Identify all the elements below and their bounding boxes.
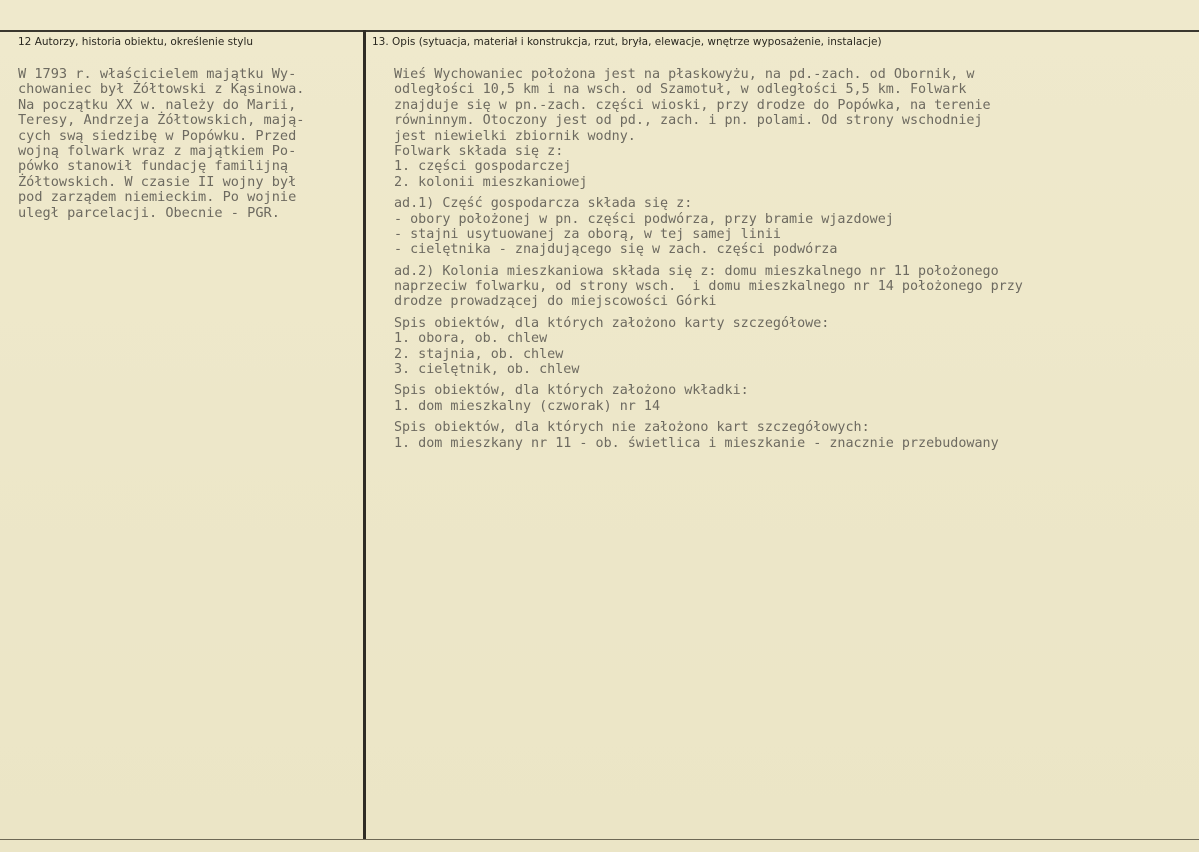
description-line: odległości 10,5 km i na wsch. od Szamotuł, w odległości 5,5 km. Folwark	[394, 82, 967, 98]
history-line: pówko stanowił fundację familijną	[18, 158, 289, 175]
history-line: Na początku XX w. należy do Marii,	[18, 96, 297, 113]
description-line: - obory położonej w pn. części podwórza, przy bramie wjazdowej	[394, 211, 894, 227]
history-line: Teresy, Andrzeja Żółtowskich, mają-	[18, 112, 305, 129]
header-rule	[0, 30, 1199, 32]
description-line: ad.1) Część gospodarcza składa się z:	[394, 196, 693, 212]
history-line: chowaniec był Żółtowski z Kąsinowa.	[18, 81, 305, 98]
description-line: drodze prowadzącej do miejscowości Górki	[394, 294, 717, 310]
description-text	[394, 67, 1023, 451]
history-text	[18, 67, 304, 221]
description-line: Folwark składa się z:	[394, 143, 564, 159]
description-line: 1. dom mieszkany nr 11 - ob. świetlica i mieszkanie - znacznie przebudowany	[394, 435, 999, 451]
column-divider	[363, 30, 366, 840]
description-line: 2. kolonii mieszkaniowej	[394, 174, 588, 190]
description-line: 1. części gospodarczej	[394, 159, 572, 175]
bottom-rule	[0, 839, 1199, 840]
section-12-heading: 12 Autorzy, historia obiektu, określenie stylu	[18, 36, 254, 48]
description-line: naprzeciw folwarku, od strony wsch. i domu mieszkalnego nr 14 położonego przy	[394, 279, 1023, 295]
history-line: uległ parcelacji. Obecnie - PGR.	[18, 204, 280, 221]
description-line: Spis obiektów, dla których założono wkładki:	[394, 383, 749, 399]
description-line: jest niewielki zbiornik wodny.	[394, 128, 636, 144]
description-line: równinnym. Otoczony jest od pd., zach. i pn. polami. Od strony wschodniej	[394, 113, 983, 129]
description-line: 2. stajnia, ob. chlew	[394, 346, 564, 362]
history-line: cych swą siedzibę w Popówku. Przed	[18, 127, 297, 144]
description-line: - stajni usytuowanej za oborą, w tej samej linii	[394, 226, 781, 242]
history-line: wojną folwark wraz z majątkiem Po-	[18, 142, 297, 159]
section-13-heading: 13. Opis (sytuacja, materiał i konstrukcja, rzut, bryła, elewacje, wnętrze wyposażenie, instalacje)	[372, 36, 882, 48]
description-line: Spis obiektów, dla których założono karty szczegółowe:	[394, 315, 830, 331]
history-line: pod zarządem niemieckim. Po wojnie	[18, 189, 297, 206]
description-line: znajduje się w pn.-zach. części wioski, przy drodze do Popówka, na terenie	[394, 97, 991, 113]
description-line: - cielętnika - znajdującego się w zach. części podwórza	[394, 242, 838, 258]
description-line: 3. cielętnik, ob. chlew	[394, 362, 580, 378]
description-line: Wieś Wychowaniec położona jest na płaskowyżu, na pd.-zach. od Obornik, w	[394, 67, 975, 82]
description-line: 1. obora, ob. chlew	[394, 331, 548, 347]
history-line: W 1793 r. właścicielem majątku Wy-	[18, 66, 297, 82]
description-line: ad.2) Kolonia mieszkaniowa składa się z: domu mieszkalnego nr 11 położonego	[394, 263, 999, 279]
description-line: Spis obiektów, dla których nie założono kart szczegółowych:	[394, 420, 870, 436]
description-line: 1. dom mieszkalny (czworak) nr 14	[394, 398, 661, 414]
history-line: Żółtowskich. W czasie II wojny był	[18, 173, 297, 190]
